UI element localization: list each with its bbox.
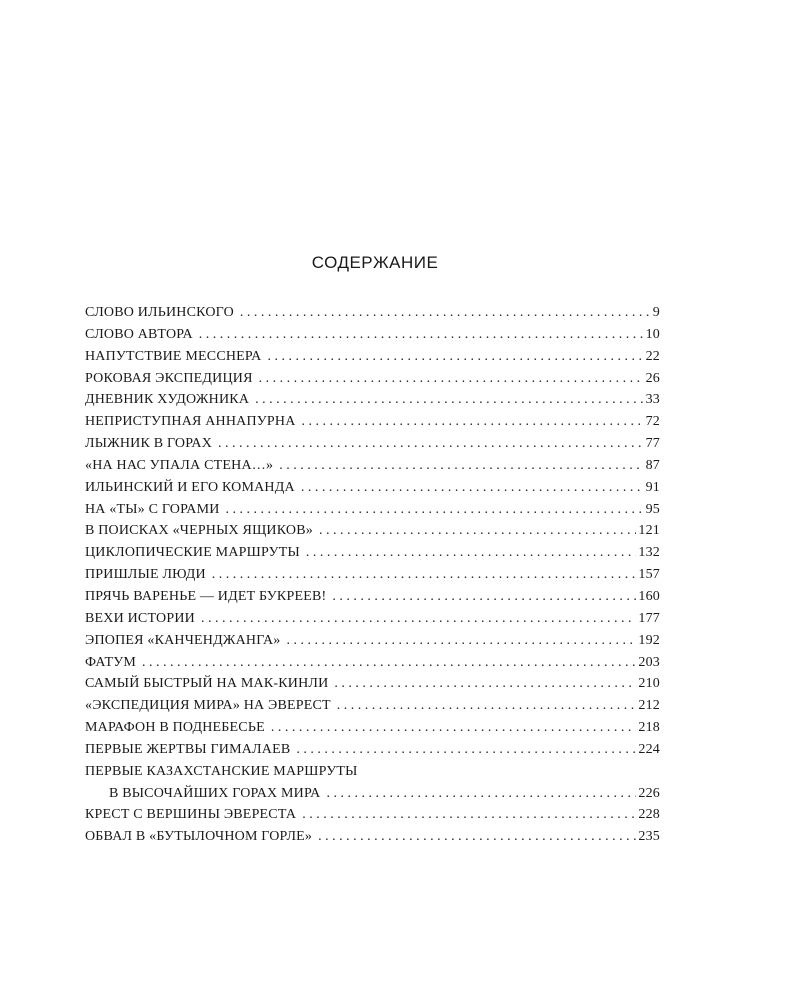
toc-entry-title: «НА НАС УПАЛА СТЕНА…» xyxy=(85,457,274,473)
toc-page-number: 87 xyxy=(645,457,660,473)
toc-entry-title: ИЛЬИНСКИЙ И ЕГО КОМАНДА xyxy=(85,479,295,495)
page-title: СОДЕРЖАНИЕ xyxy=(311,253,439,272)
toc-page-number: 160 xyxy=(638,588,660,604)
toc-entry-title: МАРАФОН В ПОДНЕБЕСЬЕ xyxy=(85,720,265,736)
toc-page-number: 72 xyxy=(645,414,660,430)
toc-entry-title: В ВЫСОЧАЙШИХ ГОРАХ МИРА xyxy=(109,785,321,801)
toc-entry-title: КРЕСТ С ВЕРШИНЫ ЭВЕРЕСТА xyxy=(85,807,297,823)
toc-page-number: 77 xyxy=(645,436,660,452)
dot-leader xyxy=(240,302,651,324)
dot-leader xyxy=(326,783,636,805)
toc-page-number: 235 xyxy=(638,829,660,845)
toc-entry-title: ПРИШЛЫЕ ЛЮДИ xyxy=(85,567,206,583)
toc-page-number: 33 xyxy=(645,392,660,408)
dot-leader xyxy=(259,368,644,390)
toc-entry-title: ПЕРВЫЕ ЖЕРТВЫ ГИМАЛАЕВ xyxy=(85,741,291,757)
toc-entry xyxy=(85,477,660,499)
dot-leader xyxy=(296,739,636,761)
toc-entry-title: ЭПОПЕЯ «КАНЧЕНДЖАНГА» xyxy=(85,632,281,648)
toc-page-number: 132 xyxy=(638,545,660,561)
toc-page-number: 224 xyxy=(638,741,660,757)
dot-leader xyxy=(334,673,636,695)
dot-leader xyxy=(199,324,644,346)
toc-entry-title: САМЫЙ БЫСТРЫЙ НА МАК-КИНЛИ xyxy=(85,676,329,692)
toc-entry-title: ПРЯЧЬ ВАРЕНЬЕ — ИДЕТ БУКРЕЕВ! xyxy=(85,588,327,604)
toc-page-number: 26 xyxy=(645,370,660,386)
dot-leader xyxy=(226,499,644,521)
dot-leader xyxy=(255,389,643,411)
toc-entry xyxy=(85,411,660,433)
table-of-contents xyxy=(85,302,660,848)
toc-entry xyxy=(85,389,660,411)
toc-page-number: 157 xyxy=(638,567,660,583)
toc-entry xyxy=(85,630,660,652)
toc-entry-title: ДНЕВНИК ХУДОЖНИКА xyxy=(85,392,250,408)
toc-page-number: 212 xyxy=(638,698,660,714)
toc-entry-title: ЛЫЖНИК В ГОРАХ xyxy=(85,436,213,452)
toc-page-number: 95 xyxy=(645,501,660,517)
toc-entry-continuation xyxy=(85,783,660,805)
toc-entry xyxy=(85,739,660,761)
toc-page-number: 192 xyxy=(638,632,660,648)
toc-entry-title: «ЭКСПЕДИЦИЯ МИРА» НА ЭВЕРЕСТ xyxy=(85,698,331,714)
toc-entry-title: РОКОВАЯ ЭКСПЕДИЦИЯ xyxy=(85,370,253,386)
dot-leader xyxy=(302,411,644,433)
toc-entry xyxy=(85,520,660,542)
dot-leader xyxy=(271,717,637,739)
toc-entry-title: ЦИКЛОПИЧЕСКИЕ МАРШРУТЫ xyxy=(85,545,300,561)
toc-entry xyxy=(85,324,660,346)
toc-entry xyxy=(85,717,660,739)
toc-entry-title: СЛОВО ИЛЬИНСКОГО xyxy=(85,305,234,320)
toc-entry xyxy=(85,564,660,586)
toc-entry xyxy=(85,455,660,477)
toc-entry xyxy=(85,826,660,848)
toc-page-number: 91 xyxy=(645,479,660,495)
dot-leader xyxy=(306,542,637,564)
dot-leader xyxy=(301,477,644,499)
dot-leader xyxy=(319,520,636,542)
dot-leader xyxy=(267,346,643,368)
dot-leader xyxy=(142,652,636,674)
toc-entry-heading-line xyxy=(85,761,660,783)
toc-entry-title: ФАТУМ xyxy=(85,654,136,670)
toc-entry xyxy=(85,804,660,826)
toc-entry xyxy=(85,586,660,608)
dot-leader xyxy=(212,564,637,586)
toc-page-number: 121 xyxy=(638,523,660,539)
toc-entry-title: ВЕХИ ИСТОРИИ xyxy=(85,610,195,626)
toc-page-number: 203 xyxy=(638,654,660,670)
toc-entry-title: ОБВАЛ В «БУТЫЛОЧНОМ ГОРЛЕ» xyxy=(85,829,313,845)
toc-page-number: 210 xyxy=(638,676,660,692)
toc-page-number: 228 xyxy=(638,807,660,823)
dot-leader xyxy=(286,630,636,652)
toc-entry xyxy=(85,608,660,630)
toc-entry-title: ПЕРВЫЕ КАЗАХСТАНСКИЕ МАРШРУТЫ xyxy=(85,763,358,779)
toc-entry xyxy=(85,433,660,455)
toc-page-number: 218 xyxy=(638,720,660,736)
toc-page-number: 9 xyxy=(652,305,660,320)
dot-leader xyxy=(337,695,637,717)
toc-entry xyxy=(85,499,660,521)
dot-leader xyxy=(201,608,636,630)
toc-entry xyxy=(85,368,660,390)
toc-entry xyxy=(85,302,660,324)
toc-entry-title: НА «ТЫ» С ГОРАМИ xyxy=(85,501,220,517)
dot-leader xyxy=(279,455,643,477)
toc-entry xyxy=(85,673,660,695)
toc-entry xyxy=(85,346,660,368)
toc-entry xyxy=(85,652,660,674)
toc-entry-title: НАПУТСТВИЕ МЕССНЕРА xyxy=(85,348,262,364)
toc-page-number: 10 xyxy=(645,326,660,342)
dot-leader xyxy=(218,433,644,455)
dot-leader xyxy=(318,826,636,848)
toc-page-number: 226 xyxy=(638,785,660,801)
toc-entry-title: СЛОВО АВТОРА xyxy=(85,326,193,342)
toc-entry-title: В ПОИСКАХ «ЧЕРНЫХ ЯЩИКОВ» xyxy=(85,523,313,539)
toc-page-number: 177 xyxy=(638,610,660,626)
toc-entry-title: НЕПРИСТУПНАЯ АННАПУРНА xyxy=(85,414,296,430)
toc-entry xyxy=(85,695,660,717)
dot-leader xyxy=(332,586,636,608)
toc-entry xyxy=(85,542,660,564)
toc-page-number: 22 xyxy=(645,348,660,364)
dot-leader xyxy=(302,804,636,826)
